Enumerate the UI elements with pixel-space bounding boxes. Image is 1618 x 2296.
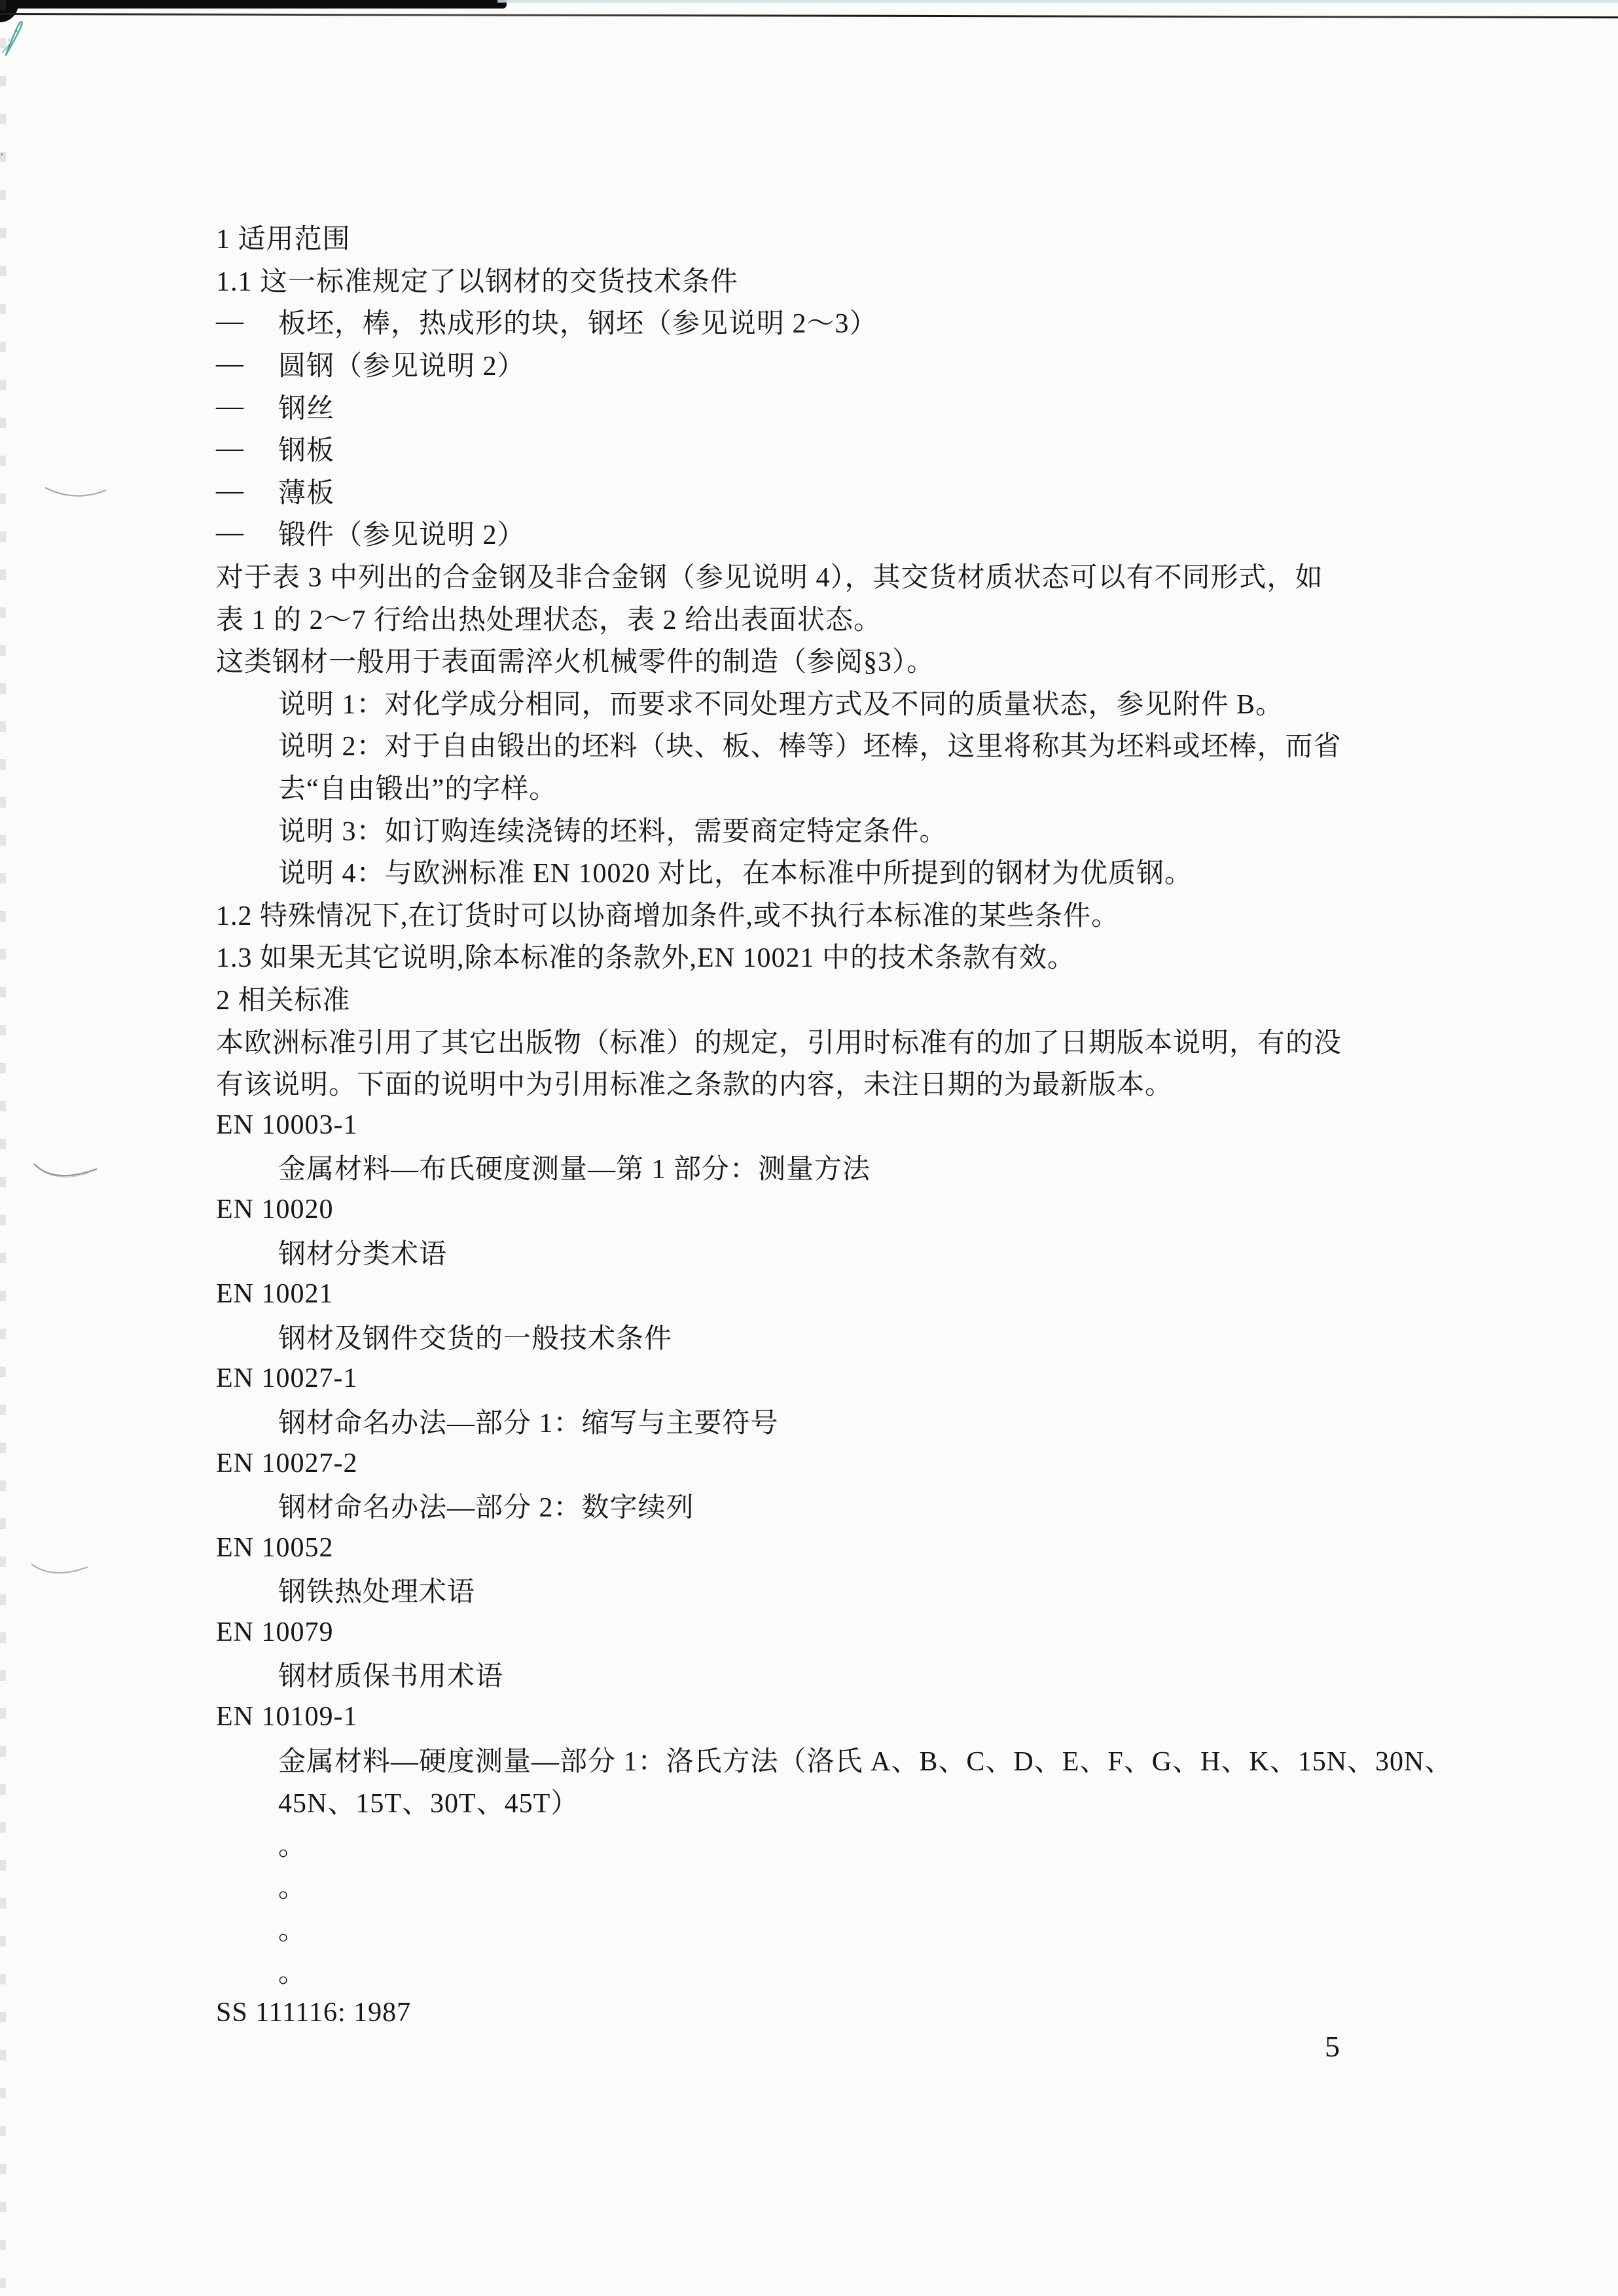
text-line <box>216 1653 1433 1696</box>
line-text: EN 10027-1 <box>216 1363 358 1394</box>
line-text: 。 <box>278 1958 307 1988</box>
line-text: 45N、15T、30T、45T） <box>278 1789 579 1820</box>
text-line <box>216 1230 1433 1273</box>
text-line <box>216 1949 1433 1992</box>
text-line <box>216 1907 1433 1950</box>
text-line <box>216 681 1433 724</box>
text-line <box>216 1526 1433 1569</box>
text-line <box>216 977 1433 1020</box>
text-line <box>216 300 1433 343</box>
dash-marker: — <box>216 433 244 464</box>
dash-marker: — <box>216 391 244 422</box>
text-line <box>216 893 1433 935</box>
text-line <box>216 935 1433 977</box>
line-text: 板坯，棒，热成形的块，钢坯（参见说明 2～3） <box>278 309 878 340</box>
text-line <box>216 1019 1433 1062</box>
scan-top-tint <box>497 0 1618 3</box>
scan-left-streaks <box>0 0 6 2296</box>
text-line <box>216 596 1433 639</box>
text-line <box>216 639 1433 681</box>
line-text: 去“自由锻出”的字样。 <box>278 774 558 805</box>
text-line <box>216 1103 1433 1146</box>
text-line <box>216 850 1433 893</box>
line-text: 说明 3：如订购连续浇铸的坯料，需要商定特定条件。 <box>278 816 948 847</box>
text-line <box>216 1146 1433 1189</box>
text-line <box>216 1569 1433 1611</box>
page-number: 5 <box>1325 2030 1340 2063</box>
line-text: 1.2 特殊情况下,在订货时可以协商增加条件,或不执行本标准的某些条件。 <box>216 901 1120 931</box>
text-line <box>216 1189 1433 1231</box>
line-text: 锻件（参见说明 2） <box>278 520 526 551</box>
line-text: 钢材命名办法—部分 2：数字续列 <box>278 1493 694 1524</box>
text-line <box>216 766 1433 808</box>
pen-mark <box>1 20 66 167</box>
text-line <box>216 554 1433 597</box>
line-text: 圆钢（参见说明 2） <box>278 351 526 382</box>
text-line <box>216 216 1433 259</box>
text-line <box>216 385 1433 427</box>
fold-mark-1 <box>43 484 109 504</box>
line-text: 钢材质保书用术语 <box>278 1662 504 1693</box>
line-text: 说明 2：对于自由锻出的坯料（块、板、棒等）坯棒，这里将称其为坯料或坯棒，而省 <box>278 732 1342 762</box>
fold-mark-2 <box>31 1158 99 1185</box>
text-line <box>216 1823 1433 1865</box>
line-text: EN 10027-2 <box>216 1448 358 1479</box>
dash-marker: — <box>216 349 244 380</box>
text-line <box>216 1315 1433 1357</box>
line-text: EN 10109-1 <box>216 1702 358 1732</box>
text-line <box>216 1442 1433 1484</box>
line-text: 钢材分类术语 <box>278 1239 448 1270</box>
text-line <box>216 1992 1433 2034</box>
line-text: 对于表 3 中列出的合金钢及非合金钢（参见说明 4），其交货材质状态可以有不同形式，如 <box>216 563 1323 594</box>
text-line <box>216 427 1433 470</box>
text-line <box>216 470 1433 512</box>
line-text: EN 10020 <box>216 1194 334 1225</box>
line-text: EN 10003-1 <box>216 1109 358 1140</box>
text-line <box>216 1696 1433 1738</box>
line-text: 1.3 如果无其它说明,除本标准的条款外,EN 10021 中的技术条款有效。 <box>216 943 1075 974</box>
line-text: 1 适用范围 <box>216 224 351 255</box>
line-text: 。 <box>278 1916 307 1946</box>
line-text: 钢材命名办法—部分 1：缩写与主要符号 <box>278 1408 779 1439</box>
line-text: 说明 1：对化学成分相同，而要求不同处理方式及不同的质量状态，参见附件 B。 <box>278 689 1284 720</box>
text-line <box>216 1400 1433 1443</box>
text-line <box>216 1484 1433 1527</box>
text-line <box>216 1357 1433 1400</box>
line-text: EN 10052 <box>216 1532 334 1563</box>
line-text: EN 10021 <box>216 1279 334 1310</box>
line-text: 2 相关标准 <box>216 985 351 1016</box>
line-text: 薄板 <box>278 478 335 509</box>
line-text: 表 1 的 2～7 行给出热处理状态，表 2 给出表面状态。 <box>216 605 882 636</box>
line-text: 钢板 <box>278 436 335 467</box>
line-text: 金属材料—布氏硬度测量—第 1 部分：测量方法 <box>278 1155 871 1185</box>
line-text: 金属材料—硬度测量—部分 1：洛氏方法（洛氏 A、B、C、D、E、F、G、H、K、15N、30N、 <box>278 1746 1453 1777</box>
dash-marker: — <box>216 306 244 337</box>
scan-top-line <box>0 13 1618 18</box>
text-line <box>216 1780 1433 1823</box>
document-lines <box>216 216 1453 2034</box>
text-line <box>216 1062 1433 1104</box>
line-text: 本欧洲标准引用了其它出版物（标准）的规定，引用时标准有的加了日期版本说明，有的没 <box>216 1028 1342 1058</box>
line-text: 钢铁热处理术语 <box>278 1577 476 1608</box>
text-line <box>216 343 1433 386</box>
dash-marker: — <box>216 475 244 506</box>
dash-marker: — <box>216 518 244 548</box>
text-line <box>216 1738 1453 1780</box>
text-line <box>216 1865 1433 1907</box>
text-line <box>216 259 1433 301</box>
line-text: EN 10079 <box>216 1617 334 1647</box>
line-text: 钢材及钢件交货的一般技术条件 <box>278 1323 673 1354</box>
line-text: 有该说明。下面的说明中为引用标准之条款的内容，未注日期的为最新版本。 <box>216 1070 1174 1101</box>
text-line <box>216 808 1433 850</box>
text-line <box>216 1273 1433 1316</box>
line-text: 这类钢材一般用于表面需淬火机械零件的制造（参阅§3）。 <box>216 647 935 678</box>
line-text: 。 <box>278 1831 307 1861</box>
text-line <box>216 723 1433 766</box>
line-text: 说明 4：与欧洲标准 EN 10020 对比，在本标准中所提到的钢材为优质钢。 <box>278 859 1193 889</box>
scan-top-edge <box>0 0 507 9</box>
fold-mark-3 <box>29 1559 90 1581</box>
line-text: 。 <box>278 1873 307 1904</box>
text-line <box>216 512 1433 554</box>
line-text: 1.1 这一标准规定了以钢材的交货技术条件 <box>216 266 739 297</box>
line-text: SS 111116: 1987 <box>216 1998 412 2028</box>
line-text: 钢丝 <box>278 393 335 424</box>
text-line <box>216 1611 1433 1654</box>
